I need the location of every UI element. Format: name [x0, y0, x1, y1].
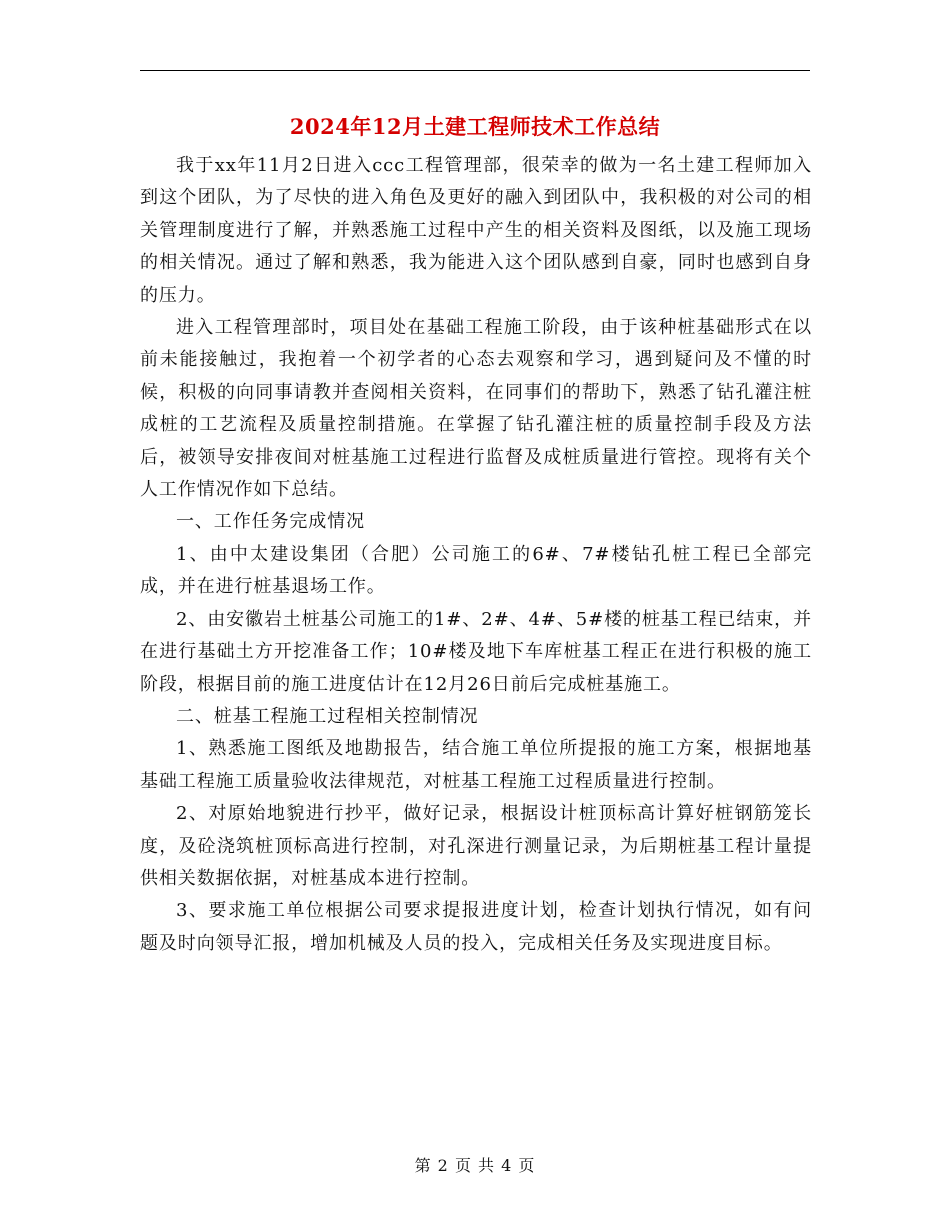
- body-paragraph: 1、由中太建设集团（合肥）公司施工的6#、7#楼钻孔桩工程已全部完成，并在进行桩基退场工作。: [140, 543, 812, 598]
- body-paragraph: 1、熟悉施工图纸及地勘报告，结合施工单位所提报的施工方案，根据地基基础工程施工质量验收法律规范，对桩基工程施工过程质量进行控制。: [140, 738, 812, 792]
- body-paragraph: 3、要求施工单位根据公司要求提报进度计划，检查计划执行情况，如有问题及时向领导汇报，增加机械及人员的投入，完成相关任务及实现进度目标。: [140, 900, 812, 954]
- document-body: [140, 150, 812, 960]
- body-paragraph: 2、由安徽岩土桩基公司施工的1#、2#、4#、5#楼的桩基工程已结束，并在进行基础土方开挖准备工作；10#楼及地下车库桩基工程正在进行积极的施工阶段，根据目前的施工进度估计在12月26日前后完成桩基施工。: [140, 608, 812, 695]
- document-title: 2024年12月土建工程师技术工作总结: [289, 114, 661, 139]
- body-paragraph: 2、对原始地貌进行抄平，做好记录，根据设计桩顶标高计算好桩钢筋笼长度，及砼浇筑桩顶标高进行控制，对孔深进行测量记录，为后期桩基工程计量提供相关数据依据，对桩基成本进行控制。: [140, 803, 812, 889]
- section-heading: 一、工作任务完成情况: [176, 511, 365, 533]
- page-number: 第 2 页 共 4 页: [414, 1156, 536, 1175]
- body-paragraph: 进入工程管理部时，项目处在基础工程施工阶段，由于该种桩基础形式在以前未能接触过，我抱着一个初学者的心态去观察和学习，遇到疑问及不懂的时候，积极的向同事请教并查阅相关资料，在同事们的帮助下，熟悉了钻孔灌注桩成桩的工艺流程及质量控制措施。在掌握了钻孔灌注桩的质量控制手段及方法后，被领导安排夜间对桩基施工过程进行监督及成桩质量进行管控。现将有关个人工作情况作如下总结。: [140, 317, 812, 501]
- section-heading: 二、桩基工程施工过程相关控制情况: [176, 705, 479, 727]
- body-paragraph: 我于xx年11月2日进入ccc工程管理部，很荣幸的做为一名土建工程师加入到这个团队，为了尽快的进入角色及更好的融入到团队中，我积极的对公司的相关管理制度进行了解，并熟悉施工过程中产生的相关资料及图纸，以及施工现场的相关情况。通过了解和熟悉，我为能进入这个团队感到自豪，同时也感到自身的压力。: [140, 155, 812, 306]
- header-rule: [140, 70, 810, 71]
